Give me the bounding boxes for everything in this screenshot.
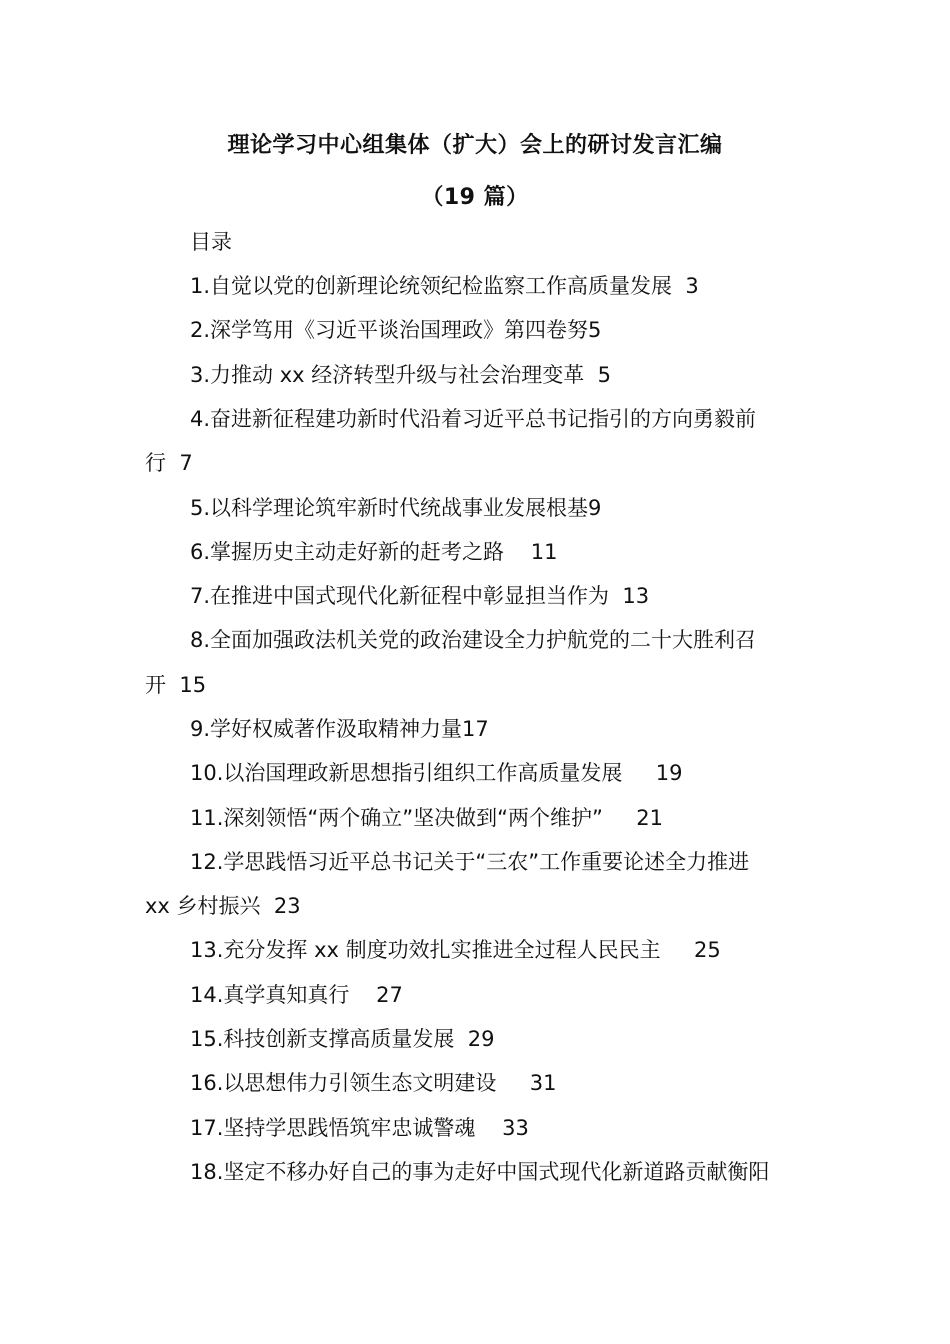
toc-item: 7.在推进中国式现代化新征程中彰显担当作为 13	[190, 584, 650, 608]
toc-item: 16.以思想伟力引领生态文明建设 31	[190, 1071, 557, 1095]
toc-item: 4.奋进新征程建功新时代沿着习近平总书记指引的方向勇毅前	[190, 407, 757, 431]
toc-item-continuation: 开 15	[145, 673, 207, 697]
toc-item: 12.学思践悟习近平总书记关于“三农”工作重要论述全力推进	[190, 850, 750, 874]
toc-item: 13.充分发挥 xx 制度功效扎实推进全过程人民民主 25	[190, 938, 721, 962]
toc-item: 10.以治国理政新思想指引组织工作高质量发展 19	[190, 761, 683, 785]
toc-item-continuation: xx 乡村振兴 23	[145, 894, 301, 918]
toc-item: 17.坚持学思践悟筑牢忠诚警魂 33	[190, 1116, 529, 1140]
toc-item: 3.力推动 xx 经济转型升级与社会治理变革 5	[190, 363, 611, 387]
toc-item: 11.深刻领悟“两个确立”坚决做到“两个维护” 21	[190, 806, 664, 830]
toc-item: 6.掌握历史主动走好新的赶考之路 11	[190, 540, 558, 564]
toc-item: 14.真学真知真行 27	[190, 983, 403, 1007]
toc-item: 15.科技创新支撑高质量发展 29	[190, 1027, 495, 1051]
document-subtitle-count: （19 篇）	[421, 185, 529, 210]
toc-item-continuation: 行 7	[145, 451, 193, 475]
toc-heading: 目录	[190, 230, 232, 254]
toc-item: 18.坚定不移办好自己的事为走好中国式现代化新道路贡献衡阳	[190, 1160, 770, 1184]
toc-item: 1.自觉以党的创新理论统领纪检监察工作高质量发展 3	[190, 274, 699, 298]
toc-item: 2.深学笃用《习近平谈治国理政》第四卷努5	[190, 318, 602, 342]
toc-item: 8.全面加强政法机关党的政治建设全力护航党的二十大胜利召	[190, 628, 757, 652]
toc-item: 9.学好权威著作汲取精神力量17	[190, 717, 489, 741]
toc-item: 5.以科学理论筑牢新时代统战事业发展根基9	[190, 496, 602, 520]
document-title: 理论学习中心组集体（扩大）会上的研讨发言汇编	[227, 133, 723, 158]
